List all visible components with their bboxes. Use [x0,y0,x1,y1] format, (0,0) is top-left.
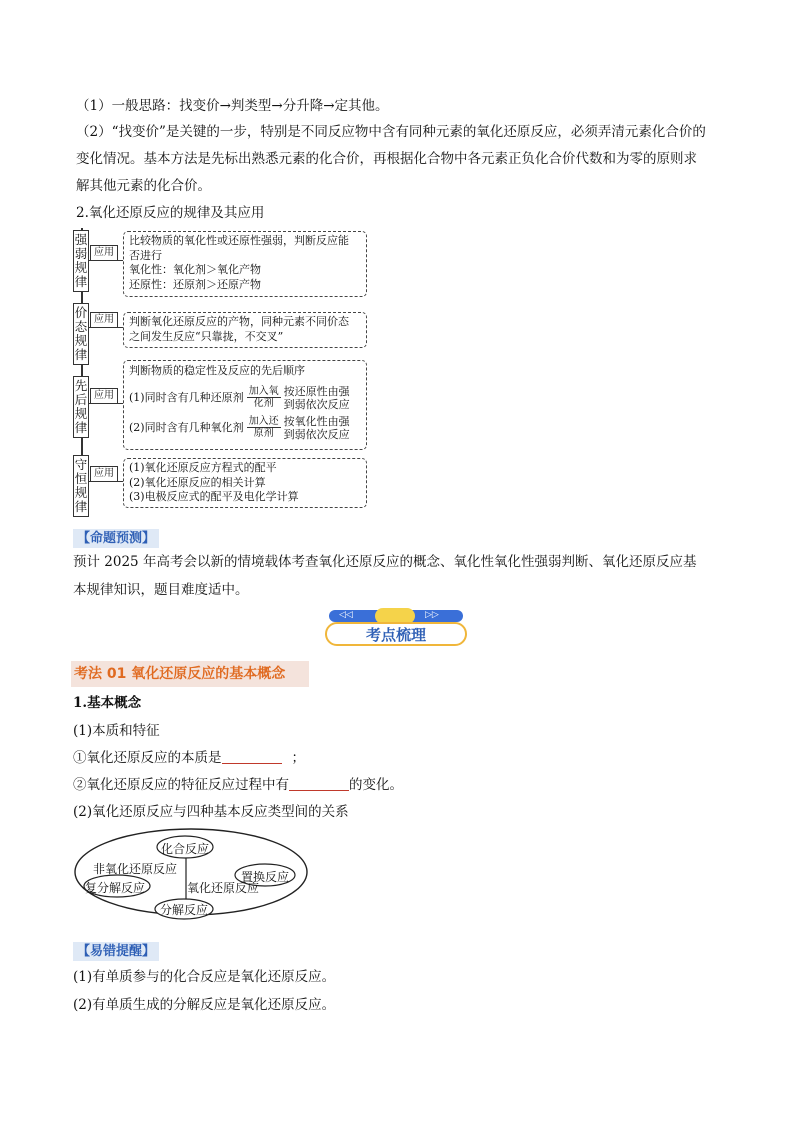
rule-box-order: 判断物质的稳定性及反应的先后顺序 (1)同时含有几种还原剂 $\frac{\text{加入氧}}{\text{化剂}}$ 按还原性由强 到弱依次反应 (2)同时含有几种氧化剂 $\frac{\text{加入还}}{\text{原剂}}$ 按氧化性由强 到弱依次反应 [123,360,367,450]
answer-blank[interactable] [222,749,282,764]
apply-tag: 应用 [90,245,118,261]
subheading-relation: (2)氧化还原反应与四种基本反应类型间的关系 [73,804,349,820]
rule-label-conservation: 守 恒 规 律 [73,455,89,517]
heading-basic-concepts: 1.基本概念 [73,695,142,711]
rule-box-valence: 判断氧化还原反应的产物，同种元素不同价态 之间发生反应“只靠拢，不交叉” [123,312,367,348]
prediction-text-line2: 本规律知识，题目难度适中。 [73,582,249,598]
question-essence: ①氧化还原反应的本质是 ； [73,750,305,766]
question-feature: ②氧化还原反应的特征反应过程中有 的变化。 [73,777,403,793]
section-title: 考法 01 氧化还原反应的基本概念 [71,661,309,687]
tips-tag: 【易错提醒】 [73,940,159,959]
venn-label-decomposition: 分解反应 [160,903,209,917]
venn-label-non-redox: 非氧化还原反应 [93,862,178,876]
chevron-right-icon: ▷▷ [425,610,439,620]
paragraph-find-valence-line3: 解其他元素的化合价。 [76,178,211,194]
heading-redox-rules: 2.氧化还原反应的规律及其应用 [76,205,265,221]
rule-label-valence: 价 态 规 律 [73,303,89,365]
tip-2: (2)有单质生成的分解反应是氧化还原反应。 [73,997,336,1013]
chevron-left-icon: ◁◁ [339,610,353,620]
rule-box-strength: 比较物质的氧化性或还原性强弱，判断反应能 否进行 氧化性：氧化剂＞氧化产物 还原性：还原剂＞还原产物 [123,231,367,297]
prediction-text-line1: 预计 2025 年高考会以新的情境载体考查氧化还原反应的概念、氧化性氧化性强弱判断、氧化还原反应基 [73,554,697,570]
venn-label-replacement: 置换反应 [241,870,290,884]
section-banner [325,610,467,648]
answer-blank[interactable] [289,776,349,791]
venn-label-combination: 化合反应 [161,842,210,856]
venn-label-redox: 氧化还原反应 [187,881,260,895]
prediction-tag: 【命题预测】 [73,527,159,546]
paragraph-general-approach: （1）一般思路：找变价→判类型→分升降→定其他。 [76,98,389,114]
venn-label-double-decomposition: 复分解反应 [85,881,146,895]
tip-1: (1)有单质参与的化合反应是氧化还原反应。 [73,969,336,985]
paragraph-find-valence-line2: 变化情况。基本方法是先标出熟悉元素的化合价，再根据化合物中各元素正负化合价代数和为零的原则求 [76,151,697,167]
rule-box-conservation: (1)氧化还原反应方程式的配平 (2)氧化还原反应的相关计算 (3)电极反应式的配平及电化学计算 [123,458,367,508]
subheading-essence: (1)本质和特征 [73,723,160,739]
banner-title: 考点梳理 [365,626,426,644]
paragraph-find-valence-line1: （2）“找变价”是关键的一步，特别是不同反应物中含有同种元素的氧化还原反应，必须弄清元素化合价的 [76,124,706,140]
apply-tag: 应用 [90,466,118,482]
rule-label-strength: 强 弱 规 律 [73,230,89,292]
apply-tag: 应用 [90,388,118,404]
rule-label-order: 先 后 规 律 [73,376,89,438]
apply-tag: 应用 [90,312,118,328]
